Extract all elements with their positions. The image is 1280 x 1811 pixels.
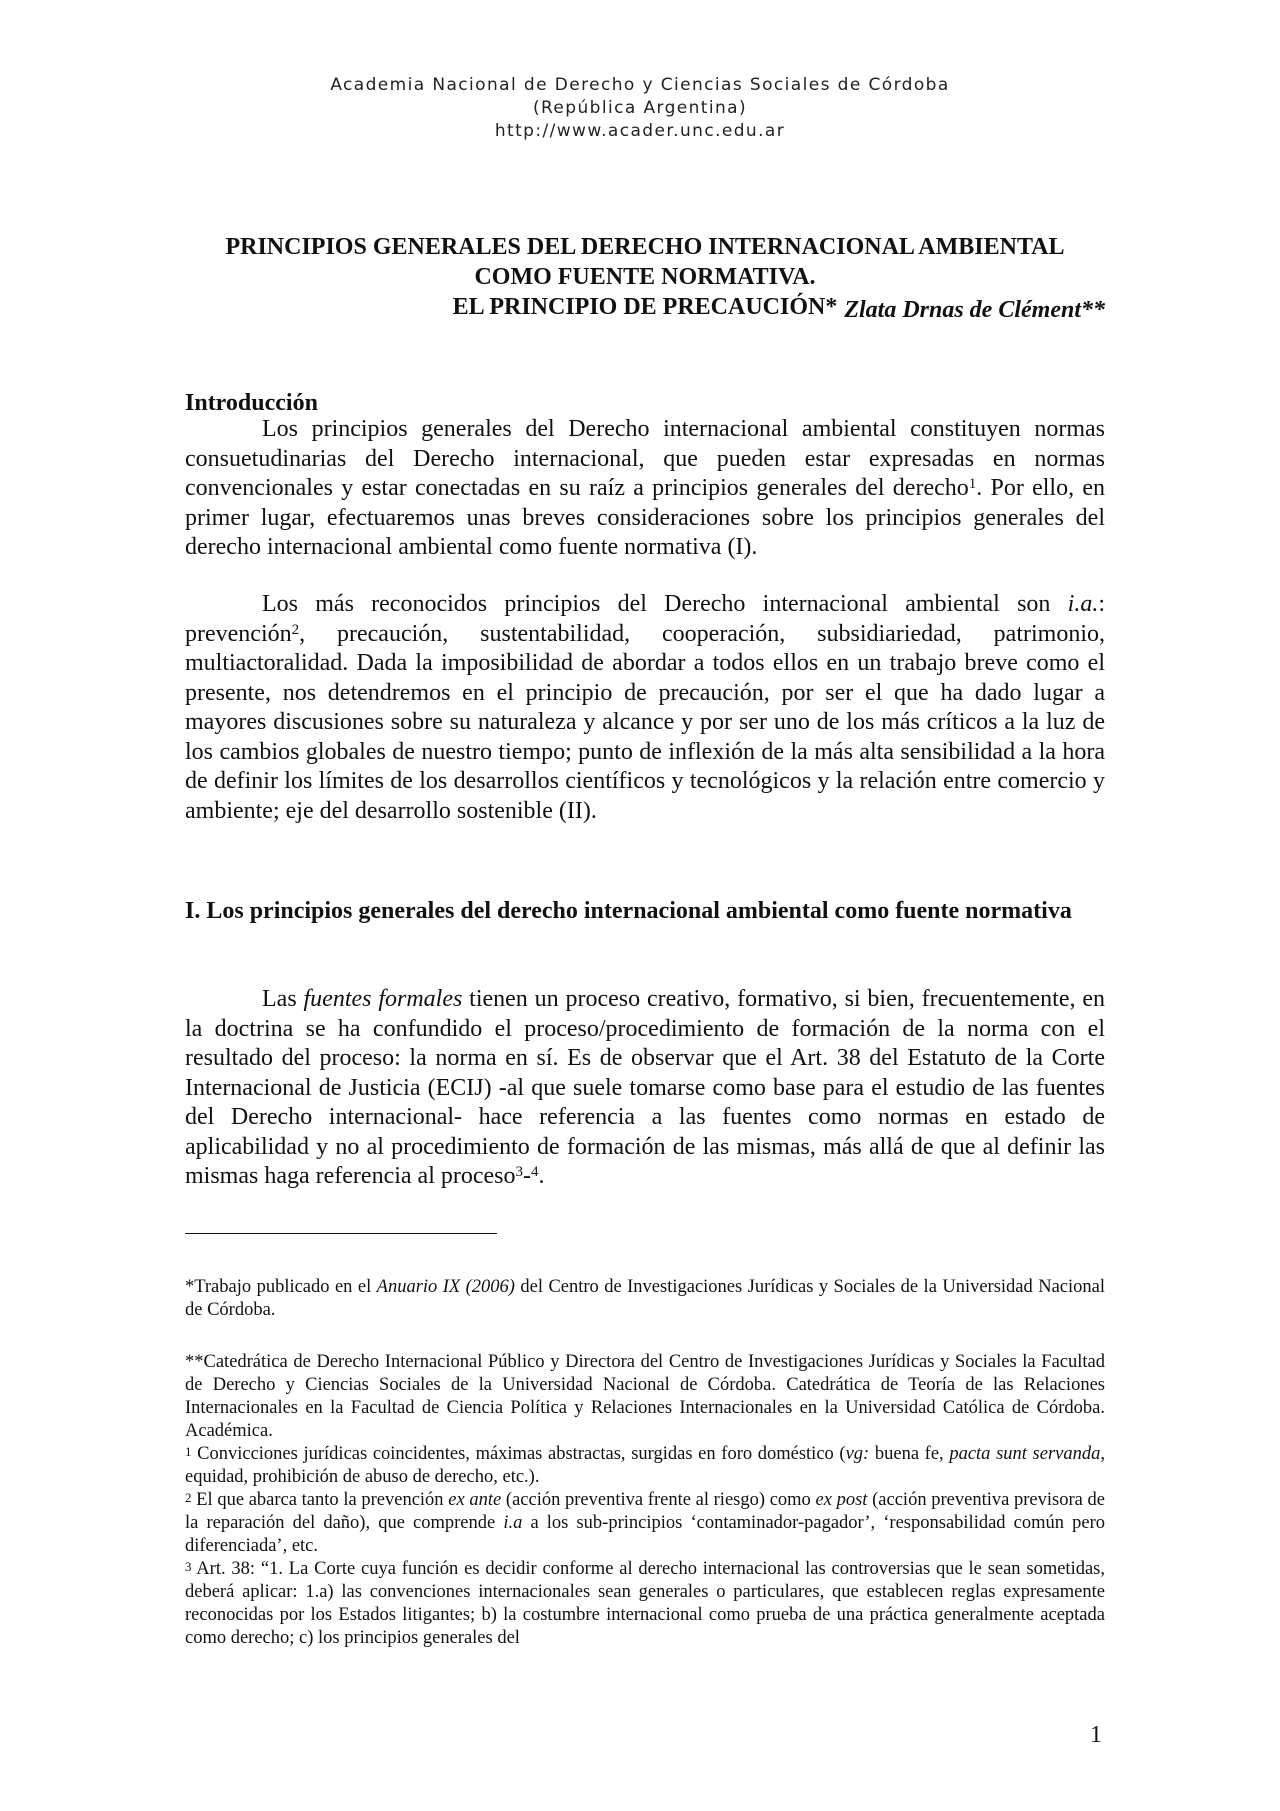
- intro-paragraph-2: [185, 590, 1105, 826]
- fn2-c: (acción preventiva previsora de la reparación del daño), que comprende: [185, 1490, 1106, 1533]
- intro-p1-text: Los principios generales del Derecho internacional ambiental constituyen normas consuetudinarias del Derecho internacional, que pueden estar expresadas en normas convencionales y estar conectadas en su raíz a principios generales del derecho: [185, 416, 1105, 501]
- fn-star-b: del Centro de Investigaciones Jurídicas y Sociales de la Universidad Nacional de Córdoba.: [185, 1277, 1105, 1320]
- fn3-text: Art. 38: “1. La Corte cuya función es decidir conforme al derecho internacional las controversias que le sean sometidas, deberá aplicar: 1.a) las convenciones internacionales sean generales o particulares, que establecen reglas expresamente reconocidas por los Estados litigantes; b) la costumbre internacional como prueba de una práctica generalmente aceptada como derecho; c) los principios generales del: [185, 1559, 1105, 1648]
- footnote-separator: [185, 1233, 497, 1234]
- footnote-2: [185, 1489, 1105, 1558]
- sec1-p-a: Las: [262, 986, 304, 1012]
- header-url: http://www.acader.unc.edu.ar: [494, 121, 786, 141]
- sec1-p-end: .: [538, 1163, 545, 1189]
- fn1-number: 1: [185, 1444, 192, 1459]
- fn1-a: Convicciones jurídicas coincidentes, máximas abstractas, surgidas en foro doméstico (: [191, 1444, 846, 1464]
- footnote-ref-3: 3: [515, 1164, 524, 1180]
- intro-p2-a: Los más reconocidos principios del Derecho internacional ambiental son: [262, 591, 1068, 617]
- page-number: 1: [1090, 1722, 1102, 1748]
- sec1-p-dash: -: [523, 1163, 532, 1189]
- footnote-1: [185, 1443, 1105, 1489]
- footnote-star: [185, 1276, 1105, 1322]
- section-1-heading: I. Los principios generales del derecho internacional ambiental como fuente normativa: [185, 898, 1072, 924]
- section-1-paragraph: [185, 985, 1105, 1192]
- intro-p2-b: : prevención: [185, 591, 1105, 647]
- fn1-c: , equidad, prohibición de abuso de derecho, etc.).: [185, 1444, 1106, 1487]
- footnote-ref-2: 2: [291, 621, 300, 638]
- author-name: Zlata Drnas de Clément**: [844, 297, 1105, 323]
- fn1-b: buena fe,: [869, 1444, 950, 1464]
- fn-star-italic: Anuario IX (2006): [376, 1277, 515, 1297]
- title-line-1: PRINCIPIOS GENERALES DEL DERECHO INTERNACIONAL AMBIENTAL: [225, 234, 1065, 260]
- title-line-3: EL PRINCIPIO DE PRECAUCIÓN*: [452, 294, 838, 320]
- sec1-p-italic: fuentes formales: [303, 986, 463, 1012]
- fn2-number: 2: [185, 1490, 192, 1505]
- footnotes-block: [185, 1351, 1105, 1650]
- fn2-exante: ex ante: [448, 1490, 502, 1510]
- intro-p2-c: , precaución, sustentabilidad, cooperación, subsidiariedad, patrimonio, multiactoralidad. Dada la imposibilidad de abordar a todos ellos en un trabajo breve como el presente, nos detendremos en el principio de precaución, por ser el que ha dado lugar a mayores discusiones sobre su naturaleza y alcance y por ser uno de los más críticos a la luz de los cambios globales de nuestro tiempo; punto de inflexión de la más alta sensibilidad a la hora de definir los límites de los desarrollos científicos y tecnológicos y la relación entre comercio y ambiente; eje del desarrollo sostenible (II).: [185, 620, 1105, 824]
- footnote-ref-4: 4: [531, 1164, 539, 1180]
- intro-p2-ia: i.a.: [1067, 591, 1099, 617]
- fn2-b: (acción preventiva frente al riesgo) como: [501, 1490, 816, 1510]
- header-institution: Academia Nacional de Derecho y Ciencias Sociales de Córdoba: [330, 75, 950, 95]
- sec1-p-b: tienen un proceso creativo, formativo, si bien, frecuentemente, en la doctrina se ha confundido el proceso/procedimiento de formación de la norma con el resultado del proceso: la norma en sí. Es de observar que el Art. 38 del Estatuto de la Corte Internacional de Justicia (ECIJ) -al que suele tomarse como base para el estudio de las fuentes del Derecho internacional- hace referencia a las fuentes como normas en estado de aplicabilidad y no al procedimiento de formación de las mismas, más allá de que al definir las mismas haga referencia al proceso: [185, 986, 1105, 1189]
- intro-heading: Introducción: [185, 390, 318, 416]
- fn3-number: 3: [185, 1559, 192, 1574]
- fn1-pacta: pacta sunt servanda: [949, 1444, 1101, 1464]
- fn1-vg: vg:: [845, 1444, 870, 1464]
- fn2-d: a los sub-principios ‘contaminador-pagador’, ‘responsabilidad común pero diferenciada’, etc.: [185, 1513, 1105, 1556]
- title-line-2: COMO FUENTE NORMATIVA.: [474, 264, 816, 290]
- intro-paragraph-1: [185, 415, 1105, 563]
- footnote-double-star: **Catedrática de Derecho Internacional Público y Directora del Centro de Investigaciones Jurídicas y Sociales la Facultad de Derecho y Ciencias Sociales de la Universidad Nacional de Córdoba. Catedrática de Teoría de las Relaciones Internacionales en la Facultad de Ciencia Política y Relaciones Internacionales en la Universidad Católica de Córdoba. Académica.: [185, 1352, 1105, 1441]
- fn-star-a: *Trabajo publicado en el: [185, 1277, 377, 1297]
- footnote-ref-1: 1: [968, 476, 977, 492]
- intro-p1-tail: . Por ello, en primer lugar, efectuaremos unas breves consideraciones sobre los principios generales del derecho internacional ambiental como fuente normativa (I).: [185, 475, 1105, 560]
- page-header: [0, 74, 1280, 143]
- fn2-ia: i.a: [503, 1513, 523, 1533]
- fn2-expost: ex post: [815, 1490, 868, 1510]
- fn2-a: El que abarca tanto la prevención: [191, 1490, 449, 1510]
- header-country: (República Argentina): [532, 98, 748, 118]
- footnote-3: [185, 1558, 1105, 1650]
